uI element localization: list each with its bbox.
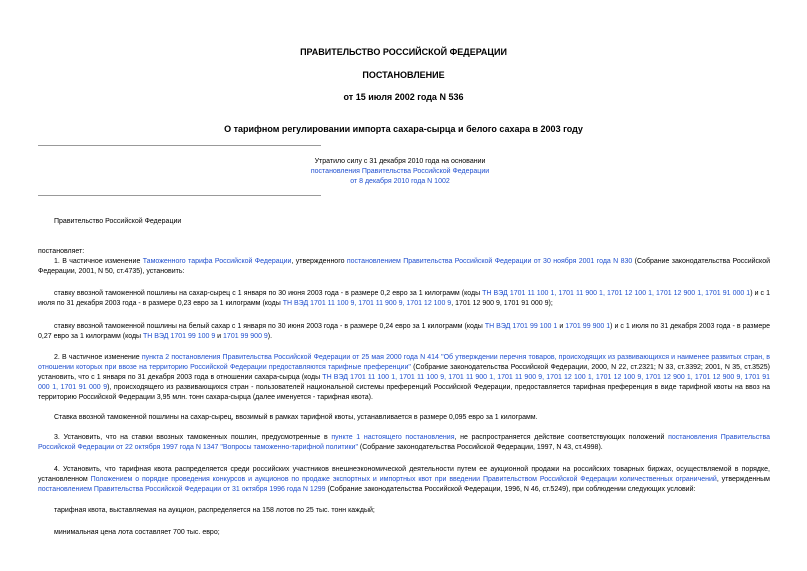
paragraph-2-text: ) и с 1 июля по 31 декабря 2003 года - в размере 0,23 евро за 1 килограмм (коды (38, 290, 770, 307)
link-tn-ved-white-1[interactable]: ТН ВЭД 1701 99 100 1 (484, 323, 558, 330)
link-tn-ved-white-9[interactable]: ТН ВЭД 1701 99 100 9 (143, 333, 216, 340)
heading-date-number: от 15 июля 2002 года N 536 (343, 92, 464, 102)
link-tn-ved-codes[interactable]: ТН ВЭД 1701 11 100 1, 1701 11 100 9, 1701 11 900 1, 1701 11 900 9, 1701 12 100 1, 1701 12 100 9, 1701 12 900 1, 1701 12 900 9, 1701 91 000 1, 1701 91 000 9 (38, 374, 770, 391)
paragraph-4 (38, 353, 770, 403)
paragraph-1 (38, 257, 770, 277)
paragraph-8: тарифная квота, выставляемая на аукцион, распределяется на 158 лотов по 25 тыс. тонн каждый; (54, 507, 375, 514)
paragraph-4-text: (Собрание законодательства Российской Федерации, 2000, N 22, ст.2321; N 33, ст.3392; 2001, N 35, ст.3525) установить, что с 1 января по 31 декабря 2003 года в отношении сахара-сырца (коды (38, 364, 770, 381)
link-decree-414[interactable]: пункта 2 постановления Правительства Российской Федерации от 25 мая 2000 года N 414 "Об утверждении перечня товаров, происходящих из развивающихся и наименее развитых стран, в отношении которых при ввозе на территорию Российской Федерации предоставляются тарифные преференции" (38, 354, 770, 371)
paragraph-1-text: 1. В частичное изменение (54, 258, 143, 265)
paragraph-2-text: , 1701 12 900 9, 1701 91 000 9); (451, 300, 553, 307)
link-tn-ved-raw-9[interactable]: ТН ВЭД 1701 11 100 9, 1701 11 900 9, 1701 12 100 9 (282, 300, 452, 307)
paragraph-6-text: (Собрание законодательства Российской Федерации, 1997, N 43, ст.4998). (357, 444, 603, 451)
status-note-line1: Утратило силу с 31 декабря 2010 года на основании (314, 158, 486, 165)
paragraph-6 (38, 433, 770, 453)
link-tn-ved-raw-1[interactable]: ТН ВЭД 1701 11 100 1, 1701 11 900 1, 1701 12 100 1, 1701 12 900 1, 1701 91 000 1 (482, 290, 751, 297)
status-note-link[interactable]: постановления Правительства Российской Федерации (310, 168, 490, 175)
paragraph-7-text: 4. Установить, что тарифная квота распределяется среди российских участников внешнеэкономической деятельности путем ее аукционной продажи на российских товарных биржах, осуществляемой в порядке, установленном (38, 466, 770, 483)
paragraph-7 (38, 465, 770, 495)
paragraph-3-text: ). (267, 333, 273, 340)
link-decree-830[interactable]: постановлением Правительства Российской Федерации от 30 ноября 2001 года N 830 (346, 258, 633, 265)
paragraph-1-text: , утвержденного (291, 258, 347, 265)
status-note-link-date[interactable]: от 8 декабря 2010 года N 1002 (350, 178, 450, 185)
paragraph-5: Ставка ввозной таможенной пошлины на сахар-сырец, ввозимый в рамках тарифной квоты, устанавливается в размере 0,095 евро за 1 килограмм. (54, 414, 538, 421)
link-tn-ved-white-1b[interactable]: 1701 99 900 1 (565, 323, 611, 330)
paragraph-9: минимальная цена лота составляет 700 тыс. евро; (54, 529, 220, 536)
rule-top (38, 145, 321, 146)
paragraph-3-text: и (215, 333, 224, 340)
government-line: Правительство Российской Федерации (54, 218, 182, 225)
paragraph-7-text: , утвержденным (716, 476, 770, 483)
rule-bottom (38, 195, 321, 196)
paragraph-4-text: 2. В частичное изменение (54, 354, 142, 361)
paragraph-3-text: и (557, 323, 566, 330)
decrees-line: постановляет: (38, 248, 85, 255)
paragraph-6-text: 3. Установить, что на ставки ввозных таможенных пошлин, предусмотренные в (54, 434, 332, 441)
paragraph-3-text: ставку ввозной таможенной пошлины на белый сахар с 1 января по 30 июня 2003 года - в размере 0,24 евро за 1 килограмм (коды (54, 323, 485, 330)
status-note (302, 157, 498, 187)
paragraph-2 (38, 289, 770, 309)
link-decree-1299[interactable]: постановлением Правительства Российской Федерации от 31 октября 1996 года N 1299 (38, 486, 326, 493)
paragraph-4-text: ), происходящего из развивающихся стран - пользователей национальной системы преференций Российской Федерации, предоставляется тарифная преференция в виде тарифной квоты на ввоз на территорию Российской Федерации 3,95 млн. тонн сахара-сырца (далее именуется - тарифная квота). (38, 384, 771, 401)
link-tn-ved-white-9b[interactable]: 1701 99 900 9 (223, 333, 268, 340)
paragraph-3-text: ) и с 1 июля по 31 декабря 2003 года - в размере 0,27 евро за 1 килограмм (коды (38, 323, 771, 340)
paragraph-6-text: , не распространяется действие соответствующих положений (454, 434, 669, 441)
link-item-1[interactable]: пункте 1 настоящего постановления (331, 434, 455, 441)
paragraph-1-text: (Собрание законодательства Российской Федерации, 2001, N 50, ст.4735), установить: (38, 258, 771, 275)
heading-doc-type: ПОСТАНОВЛЕНИЕ (362, 70, 445, 80)
paragraph-7-text: (Собрание законодательства Российской Федерации, 1996, N 46, ст.5249), при соблюдении следующих условий: (325, 486, 696, 493)
paragraph-2-text: ставку ввозной таможенной пошлины на сахар-сырец с 1 января по 30 июня 2003 года - в размере 0,2 евро за 1 килограмм (коды (54, 290, 483, 297)
link-decree-1347[interactable]: постановления Правительства Российской Федерации от 22 октября 1997 года N 1347 "Вопросы таможенно-тарифной политики" (38, 434, 771, 451)
paragraph-3 (38, 322, 770, 342)
heading-government: ПРАВИТЕЛЬСТВО РОССИЙСКОЙ ФЕДЕРАЦИИ (300, 47, 507, 57)
link-regulation-auctions[interactable]: Положением о порядке проведения конкурсов и аукционов по продаже экспортных и импортных квот при введении Правительством Российской Федерации количественных ограничений (90, 476, 717, 483)
document-title: О тарифном регулировании импорта сахара-сырца и белого сахара в 2003 году (224, 124, 583, 134)
link-customs-tariff[interactable]: Таможенного тарифа Российской Федерации (142, 258, 292, 265)
